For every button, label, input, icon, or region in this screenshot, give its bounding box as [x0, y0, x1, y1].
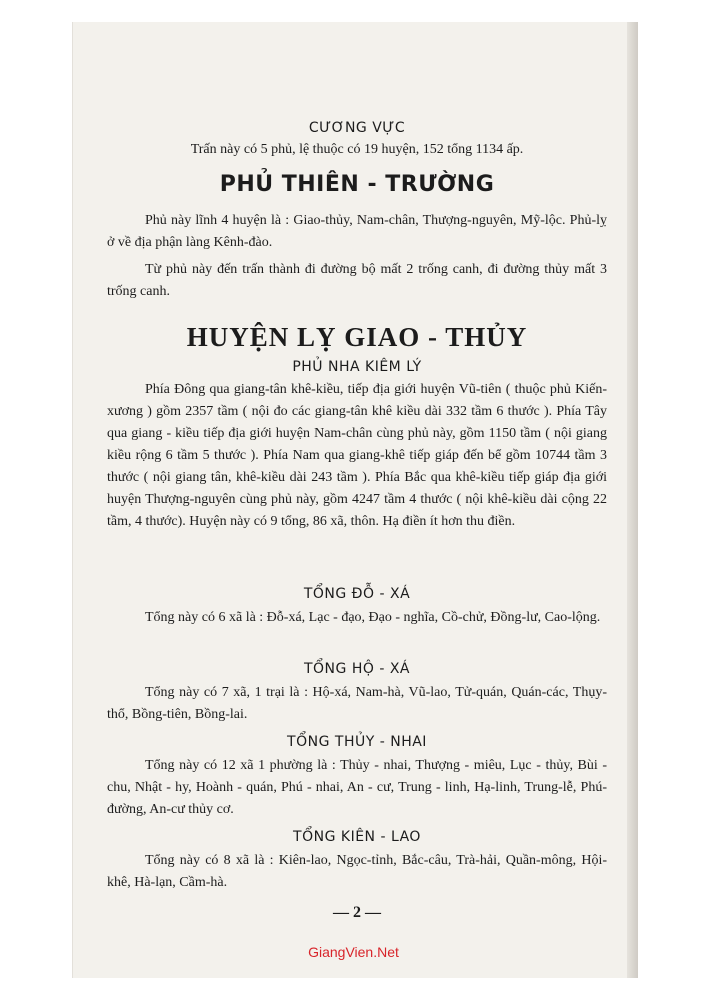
- tong-ho-xa-title: TỔNG HỘ - XÁ: [303, 661, 410, 677]
- tong-ho-xa-text: Tổng này có 7 xã, 1 trại là : Hộ-xá, Nam-hà, Vũ-lao, Tử-quán, Quán-các, Thụy-thổ, Bồng-tiên, Bồng-lai.: [107, 685, 607, 722]
- page-number: — 2 —: [333, 904, 381, 921]
- phu-paragraph-1: Phủ này lĩnh 4 huyện là : Giao-thủy, Nam-chân, Thượng-nguyên, Mỹ-lộc. Phủ-lỵ ở về địa phận làng Kênh-đào.: [107, 213, 607, 250]
- watermark: GiangVien.Net: [308, 944, 399, 960]
- phu-paragraph-2: Từ phủ này đến trấn thành đi đường bộ mất 2 trống canh, đi đường thủy mất 3 trống canh.: [107, 262, 607, 299]
- tong-kien-lao-text: Tổng này có 8 xã là : Kiên-lao, Ngọc-tỉnh, Bắc-câu, Trà-hải, Quần-mông, Hội-khê, Hà-lạn, Cầm-hà.: [107, 853, 607, 890]
- book-page: [72, 22, 638, 978]
- page-edge-shadow: [627, 22, 638, 978]
- huyen-paragraph: Phía Đông qua giang-tân khê-kiều, tiếp địa giới huyện Vũ-tiên ( thuộc phủ Kiến-xương ) gồm 2357 tầm ( nội đo các giang-tân khê kiều dài 332 tầm 6 thước ). Phía Tây qua giang - kiều tiếp địa giới huyện Nam-chân cùng phủ này, gồm 1150 tầm ( nội giang kiều rộng 6 tầm 5 thước ). Phía Nam qua giang-khê tiếp giáp đến bể gồm 10744 tầm 3 thước ( nội giang tân, khê-kiều dài 243 tầm ). Phía Bắc qua khê-kiều tiếp giáp địa giới huyện Thượng-nguyên cùng phủ này, gồm 4247 tầm 4 thước ( nội khê-kiều dài cộng 22 tầm, 4 thước). Huyện này có 9 tổng, 86 xã, thôn. Hạ điền ít hơn thu điền.: [107, 382, 607, 529]
- tong-kien-lao-title: TỔNG KIÊN - LAO: [293, 829, 421, 845]
- phu-title: PHỦ THIÊN - TRƯỜNG: [219, 172, 495, 197]
- huyen-title: HUYỆN LỴ GIAO - THỦY: [186, 322, 528, 352]
- tong-do-xa-title: TỔNG ĐỖ - XÁ: [303, 586, 411, 602]
- section-summary: Trấn này có 5 phủ, lệ thuộc có 19 huyện, 152 tổng 1134 ấp.: [190, 142, 524, 157]
- tong-do-xa-text: Tổng này có 6 xã là : Đỗ-xá, Lạc - đạo, Đạo - nghĩa, Cồ-chử, Đồng-lư, Cao-lộng.: [145, 610, 601, 625]
- huyen-subtitle: PHỦ NHA KIÊM LÝ: [292, 359, 422, 375]
- section-title: CƯƠNG VỰC: [308, 120, 406, 136]
- tong-thuy-nhai-text: Tổng này có 12 xã 1 phường là : Thủy - nhai, Thượng - miêu, Lục - thủy, Bùi - chu, Nhật - hy, Hoành - quán, Phú - nhai, An - cư, Trung - linh, Hạ-linh, Trung-lễ, Phú-đường, An-cư thủy cơ.: [107, 758, 607, 817]
- tong-thuy-nhai-title: TỔNG THỦY - NHAI: [287, 734, 427, 750]
